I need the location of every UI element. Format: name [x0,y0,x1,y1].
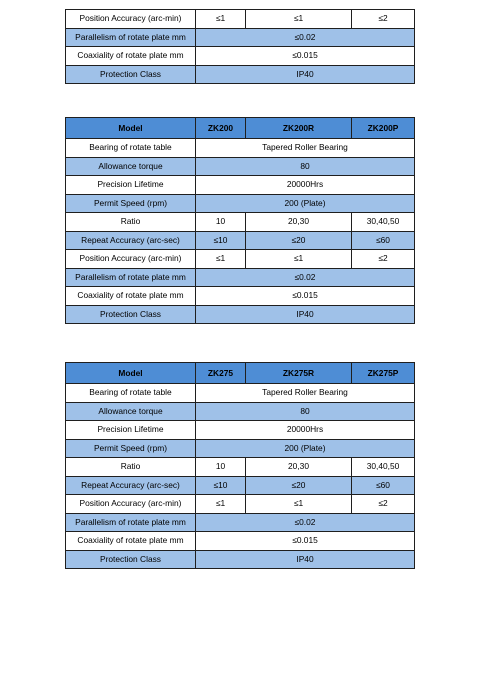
cell-value: 30,40,50 [352,458,415,477]
row-label: Bearing of rotate table [66,139,196,158]
row-label: Precision Lifetime [66,421,196,440]
table-row [66,231,415,250]
row-label: Parallelism of rotate plate mm [66,268,196,287]
header-model-2: ZK200R [246,118,352,139]
table-row [66,476,415,495]
cell-value: 30,40,50 [352,213,415,232]
header-model-3: ZK275P [352,363,415,384]
row-label: Allowance torque [66,402,196,421]
row-label: Bearing of rotate table [66,384,196,403]
cell-value: ≤2 [352,250,415,269]
cell-value: ≤1 [196,10,246,29]
row-label: Position Accuracy (arc-min) [66,10,196,29]
cell-value: ≤1 [196,495,246,514]
table-row [66,213,415,232]
cell-value: ≤2 [352,495,415,514]
row-label: Repeat Accuracy (arc-sec) [66,231,196,250]
cell-value: ≤0.02 [196,513,415,532]
cell-value: ≤1 [246,250,352,269]
cell-value: ≤20 [246,231,352,250]
row-label: Parallelism of rotate plate mm [66,28,196,47]
table-row [66,139,415,158]
table-header-row [66,118,415,139]
table-row [66,28,415,47]
table-row [66,384,415,403]
cell-value: 80 [196,157,415,176]
row-label: Repeat Accuracy (arc-sec) [66,476,196,495]
row-label: Position Accuracy (arc-min) [66,250,196,269]
header-model-2: ZK275R [246,363,352,384]
table-row [66,47,415,66]
spec-table-zk275 [65,362,415,569]
table-row [66,513,415,532]
header-model: Model [66,118,196,139]
cell-value: ≤20 [246,476,352,495]
table-row [66,157,415,176]
table-row [66,305,415,324]
cell-value: IP40 [196,550,415,569]
table-row [66,10,415,29]
cell-value: Tapered Roller Bearing [196,384,415,403]
row-label: Protection Class [66,305,196,324]
cell-value: 200 (Plate) [196,194,415,213]
row-label: Allowance torque [66,157,196,176]
header-model: Model [66,363,196,384]
cell-value: ≤1 [246,495,352,514]
header-model-1: ZK275 [196,363,246,384]
row-label: Coaxiality of rotate plate mm [66,287,196,306]
spec-table-continued [65,9,415,84]
table-row [66,250,415,269]
table-header-row [66,363,415,384]
table-row [66,268,415,287]
cell-value: ≤0.02 [196,28,415,47]
cell-value: ≤60 [352,231,415,250]
row-label: Protection Class [66,65,196,84]
row-label: Ratio [66,458,196,477]
cell-value: ≤1 [246,10,352,29]
cell-value: ≤1 [196,250,246,269]
cell-value: IP40 [196,65,415,84]
cell-value: ≤10 [196,231,246,250]
cell-value: 200 (Plate) [196,439,415,458]
table-row [66,65,415,84]
row-label: Coaxiality of rotate plate mm [66,532,196,551]
cell-value: ≤0.02 [196,268,415,287]
cell-value: ≤10 [196,476,246,495]
cell-value: 20000Hrs [196,176,415,195]
table-row [66,550,415,569]
spec-table-zk200 [65,117,415,324]
cell-value: 80 [196,402,415,421]
row-label: Position Accuracy (arc-min) [66,495,196,514]
cell-value: Tapered Roller Bearing [196,139,415,158]
table-row [66,176,415,195]
cell-value: 20000Hrs [196,421,415,440]
table-row [66,532,415,551]
table-row [66,194,415,213]
cell-value: ≤0.015 [196,287,415,306]
cell-value: ≤0.015 [196,532,415,551]
cell-value: IP40 [196,305,415,324]
row-label: Coaxiality of rotate plate mm [66,47,196,66]
cell-value: 20,30 [246,213,352,232]
row-label: Ratio [66,213,196,232]
table-row [66,421,415,440]
table-row [66,495,415,514]
cell-value: ≤2 [352,10,415,29]
row-label: Permit Speed (rpm) [66,194,196,213]
row-label: Protection Class [66,550,196,569]
header-model-1: ZK200 [196,118,246,139]
table-row [66,402,415,421]
cell-value: 20,30 [246,458,352,477]
table-row [66,287,415,306]
row-label: Permit Speed (rpm) [66,439,196,458]
header-model-3: ZK200P [352,118,415,139]
table-row [66,439,415,458]
cell-value: 10 [196,213,246,232]
table-row [66,458,415,477]
cell-value: ≤60 [352,476,415,495]
cell-value: ≤0.015 [196,47,415,66]
row-label: Parallelism of rotate plate mm [66,513,196,532]
cell-value: 10 [196,458,246,477]
row-label: Precision Lifetime [66,176,196,195]
